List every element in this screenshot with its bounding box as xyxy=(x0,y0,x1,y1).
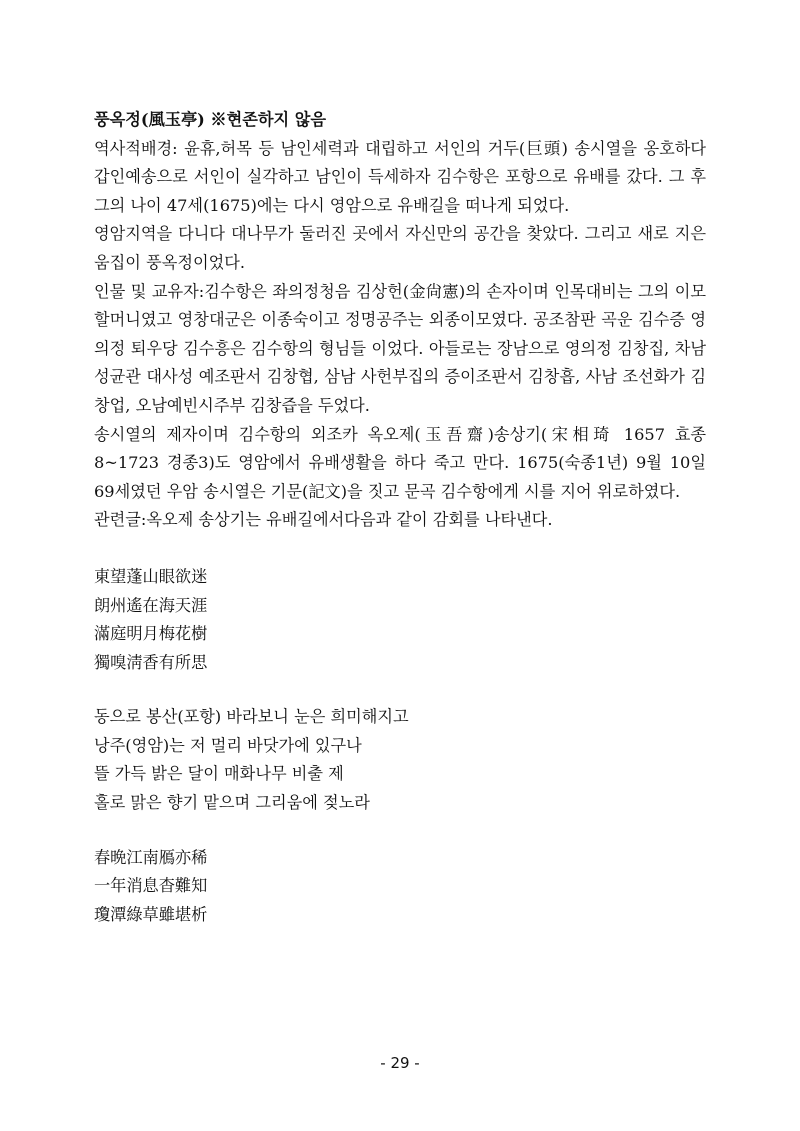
poem-line: 一年消息杳難知 xyxy=(94,876,208,896)
paragraph-people: 인물 및 교유자:김수항은 좌의정청음 김상헌(金尙憲)의 손자이며 인목대비는 그의 이모할머니였고 영창대군은 이종숙이고 정명공주는 외종이모였다. 공조참판 곡운 김수증 영의정 퇴우당 김수흥은 김수항의 형님들 이었다. 아들로는 장남으로 영의정 김창집, 차남 성균관 대사성 예조판서 김창협, 삼남 사헌부집의 증이조판서 김창흡, 사남 조선화가 김창업, 오남예빈시주부 김창즙을 두었다. xyxy=(94,281,706,415)
poem-line: 東望蓬山眼欲迷 xyxy=(94,566,208,586)
paragraph-related: 관련글:옥오제 송상기는 유배길에서다음과 같이 감회를 나타낸다. xyxy=(94,510,553,530)
poem-line: 春晩江南鴈亦稀 xyxy=(94,847,208,867)
paragraph-disciple: 송시열의 제자이며 김수항의 외조카 옥오제(玉吾齋)송상기(宋相琦 1657 효종8~1723 경종3)도 영암에서 유배생활을 하다 죽고 만다. 1675(숙종1년) 9월 10일 69세였던 우암 송시열은 기문(記文)을 짓고 문곡 김수항에게 시를 지어 위로하였다. xyxy=(94,424,706,501)
poem2-hanja xyxy=(94,844,706,930)
poem-hanja xyxy=(94,563,706,677)
poem-line: 朗州遙在海天涯 xyxy=(94,595,208,615)
poem-line: 동으로 봉산(포항) 바라보니 눈은 희미해지고 xyxy=(94,707,409,727)
document-body xyxy=(94,106,706,929)
poem-line: 낭주(영암)는 저 멀리 바닷가에 있구나 xyxy=(94,735,362,755)
paragraph-place: 영암지역을 다니다 대나무가 둘러진 곳에서 자신만의 공간을 찾았다. 그리고 새로 지은 움집이 풍옥정이었다. xyxy=(94,224,706,272)
paragraph-background: 역사적배경: 윤휴,허목 등 남인세력과 대립하고 서인의 거두(巨頭) 송시열을 옹호하다 갑인예송으로 서인이 실각하고 남인이 득세하자 김수항은 포항으로 유배를 갔다. 그 후 그의 나이 47세(1675)에는 다시 영암으로 유배길을 떠나게 되었다. xyxy=(94,138,706,215)
poem-line: 뜰 가득 밝은 달이 매화나무 비출 제 xyxy=(94,764,344,784)
poem-korean-translation xyxy=(94,703,706,817)
section-title: 풍옥정(風玉亭) ※현존하지 않음 xyxy=(94,110,327,129)
poem-line: 홀로 맑은 향기 맡으며 그리움에 젖노라 xyxy=(94,793,370,813)
poem-line: 獨嗅淸香有所思 xyxy=(94,652,208,672)
poem-line: 滿庭明月梅花樹 xyxy=(94,624,208,644)
page-number: - 29 - xyxy=(380,1054,420,1072)
poem-line: 瓊潭綠草雖堪析 xyxy=(94,904,208,924)
